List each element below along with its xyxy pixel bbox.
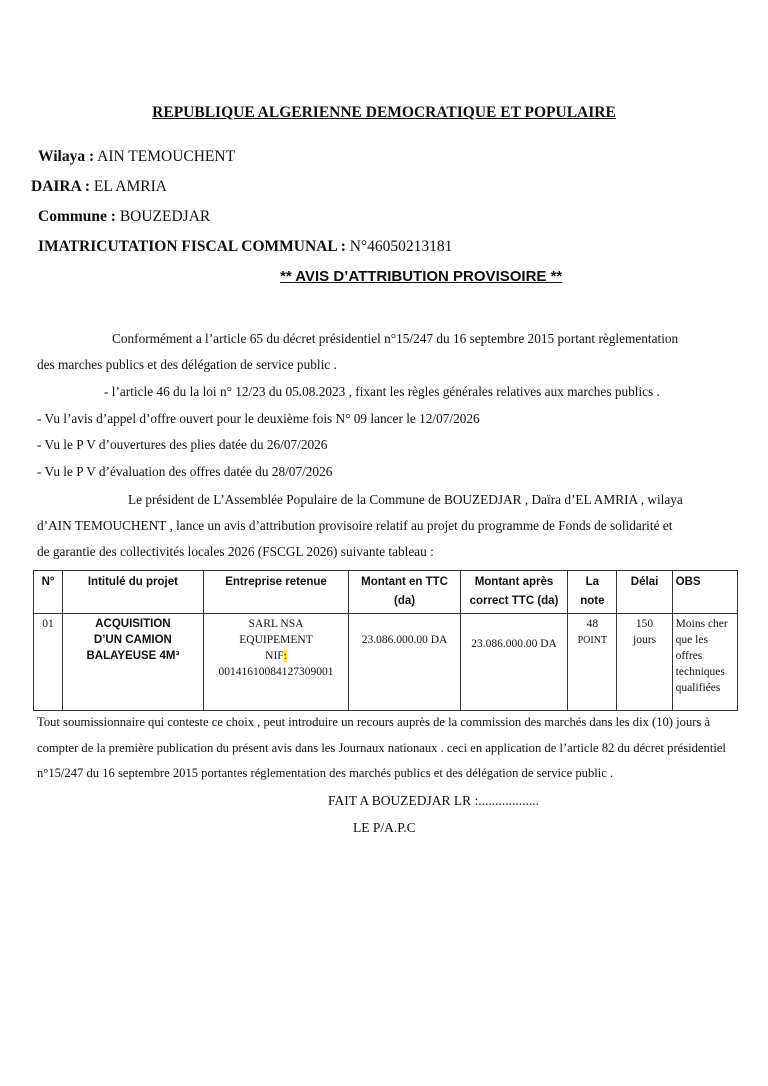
header-corrected-line-2: correct TTC (da) — [469, 595, 559, 607]
footer-line-2: compter de la première publication du présent avis dans les Journaux nationaux . ceci en application de l’article 82 du décret présidentiel — [37, 741, 726, 755]
obs-line-4: qualifiées — [675, 682, 721, 694]
company-nif-value: 00141610084127309001 — [218, 666, 334, 678]
header-note-line-2: note — [580, 595, 605, 607]
fait-a-line: FAIT A BOUZEDJAR LR :.................. — [328, 793, 540, 808]
paragraph-6-line-3: de garantie des collectivités locales 2026 (FSCGL 2026) suivante tableau : — [37, 544, 434, 559]
paragraph-1-line-1: Conformément a l’article 65 du décret présidentiel n°15/247 du 16 septembre 2015 portant règlementation — [112, 331, 679, 346]
header-corrected-line-1: Montant après — [474, 576, 554, 588]
table-row — [34, 614, 738, 711]
project-line-2: D’UN CAMION — [93, 634, 172, 646]
header-amount-line-2: (da) — [394, 595, 416, 607]
paragraph-5: - Vu le P V d’évaluation des offres datée du 28/07/2026 — [37, 464, 333, 479]
paragraph-2: - l’article 46 du la loi n° 12/23 du 05.08.2023 , fixant les règles générales relatives aux marches publics . — [104, 384, 660, 399]
company-nif-label: NIF — [265, 650, 284, 662]
header-delay: Délai — [617, 571, 672, 614]
delay-value: 150 — [635, 618, 654, 630]
cell-company — [203, 614, 349, 711]
header-corrected — [460, 571, 567, 614]
header-obs: OBS — [672, 571, 737, 614]
table-header-row — [34, 571, 738, 614]
cell-obs — [672, 614, 737, 711]
header-company: Entreprise retenue — [203, 571, 349, 614]
commune-label: Commune : — [38, 208, 116, 225]
note-unit: POINT — [577, 635, 608, 646]
signature-line: LE P/A.P.C — [353, 820, 416, 835]
footer-line-1: Tout soumissionnaire qui conteste ce choix , peut introduire un recours auprès de la commission des marchés dans les dix (10) jours à — [37, 715, 711, 729]
commune-line — [38, 208, 210, 226]
wilaya-label: Wilaya : — [38, 148, 95, 165]
header-num: N° — [34, 571, 63, 614]
wilaya-line — [38, 148, 235, 166]
cell-delay — [617, 614, 672, 711]
paragraph-3: - Vu l’avis d’appel d’offre ouvert pour le deuxième fois N° 09 lancer le 12/07/2026 — [37, 411, 480, 426]
cell-amount: 23.086.000.00 DA — [349, 614, 460, 711]
paragraph-1-line-2: des marches publics et des délégation de service public . — [37, 357, 337, 372]
company-nif-colon: : — [283, 650, 287, 662]
daira-line — [31, 178, 167, 196]
cell-note — [568, 614, 617, 711]
header-amount — [349, 571, 460, 614]
daira-value: EL AMRIA — [90, 178, 167, 195]
fiscal-id-line — [38, 238, 452, 256]
note-value: 48 — [586, 618, 599, 630]
header-amount-line-1: Montant en TTC — [361, 576, 448, 588]
paragraph-4: - Vu le P V d’ouvertures des plies datée du 26/07/2026 — [37, 437, 328, 452]
cell-num: 01 — [34, 614, 63, 711]
attribution-table — [33, 570, 738, 711]
fiscal-id-label: IMATRICUTATION FISCAL COMMUNAL : — [38, 238, 346, 255]
company-line-2: EQUIPEMENT — [239, 634, 313, 646]
cell-project — [63, 614, 204, 711]
cell-corrected: 23.086.000.00 DA — [460, 614, 567, 711]
obs-line-3: techniques — [675, 666, 725, 678]
fiscal-id-value: N°46050213181 — [345, 238, 453, 255]
republic-title: REPUBLIQUE ALGERIENNE DEMOCRATIQUE ET POPULAIRE — [152, 104, 616, 121]
header-project: Intitulé du projet — [63, 571, 204, 614]
notice-title: ** AVIS D’ATTRIBUTION PROVISOIRE ** — [280, 268, 563, 285]
paragraph-6-line-1: Le président de L’Assemblée Populaire de la Commune de BOUZEDJAR , Daïra d’EL AMRIA , wilaya — [128, 492, 683, 507]
daira-label: DAIRA : — [31, 178, 90, 195]
paragraph-6-line-2: d’AIN TEMOUCHENT , lance un avis d’attribution provisoire relatif au projet du programme de Fonds de solidarité et — [37, 518, 673, 533]
header-note-line-1: La — [585, 576, 600, 588]
header-note — [568, 571, 617, 614]
company-line-1: SARL NSA — [248, 618, 304, 630]
footer-line-3: n°15/247 du 16 septembre 2015 portantes réglementation des marchés publics et des délégation de service public . — [37, 766, 614, 780]
obs-line-2: que les offres — [675, 634, 708, 662]
wilaya-value: AIN TEMOUCHENT — [94, 148, 236, 165]
project-line-3: BALAYEUSE 4M³ — [86, 650, 180, 662]
commune-value: BOUZEDJAR — [115, 208, 211, 225]
project-line-1: ACQUISITION — [95, 618, 171, 630]
obs-line-1: Moins cher — [675, 618, 728, 630]
delay-unit: jours — [633, 634, 657, 646]
